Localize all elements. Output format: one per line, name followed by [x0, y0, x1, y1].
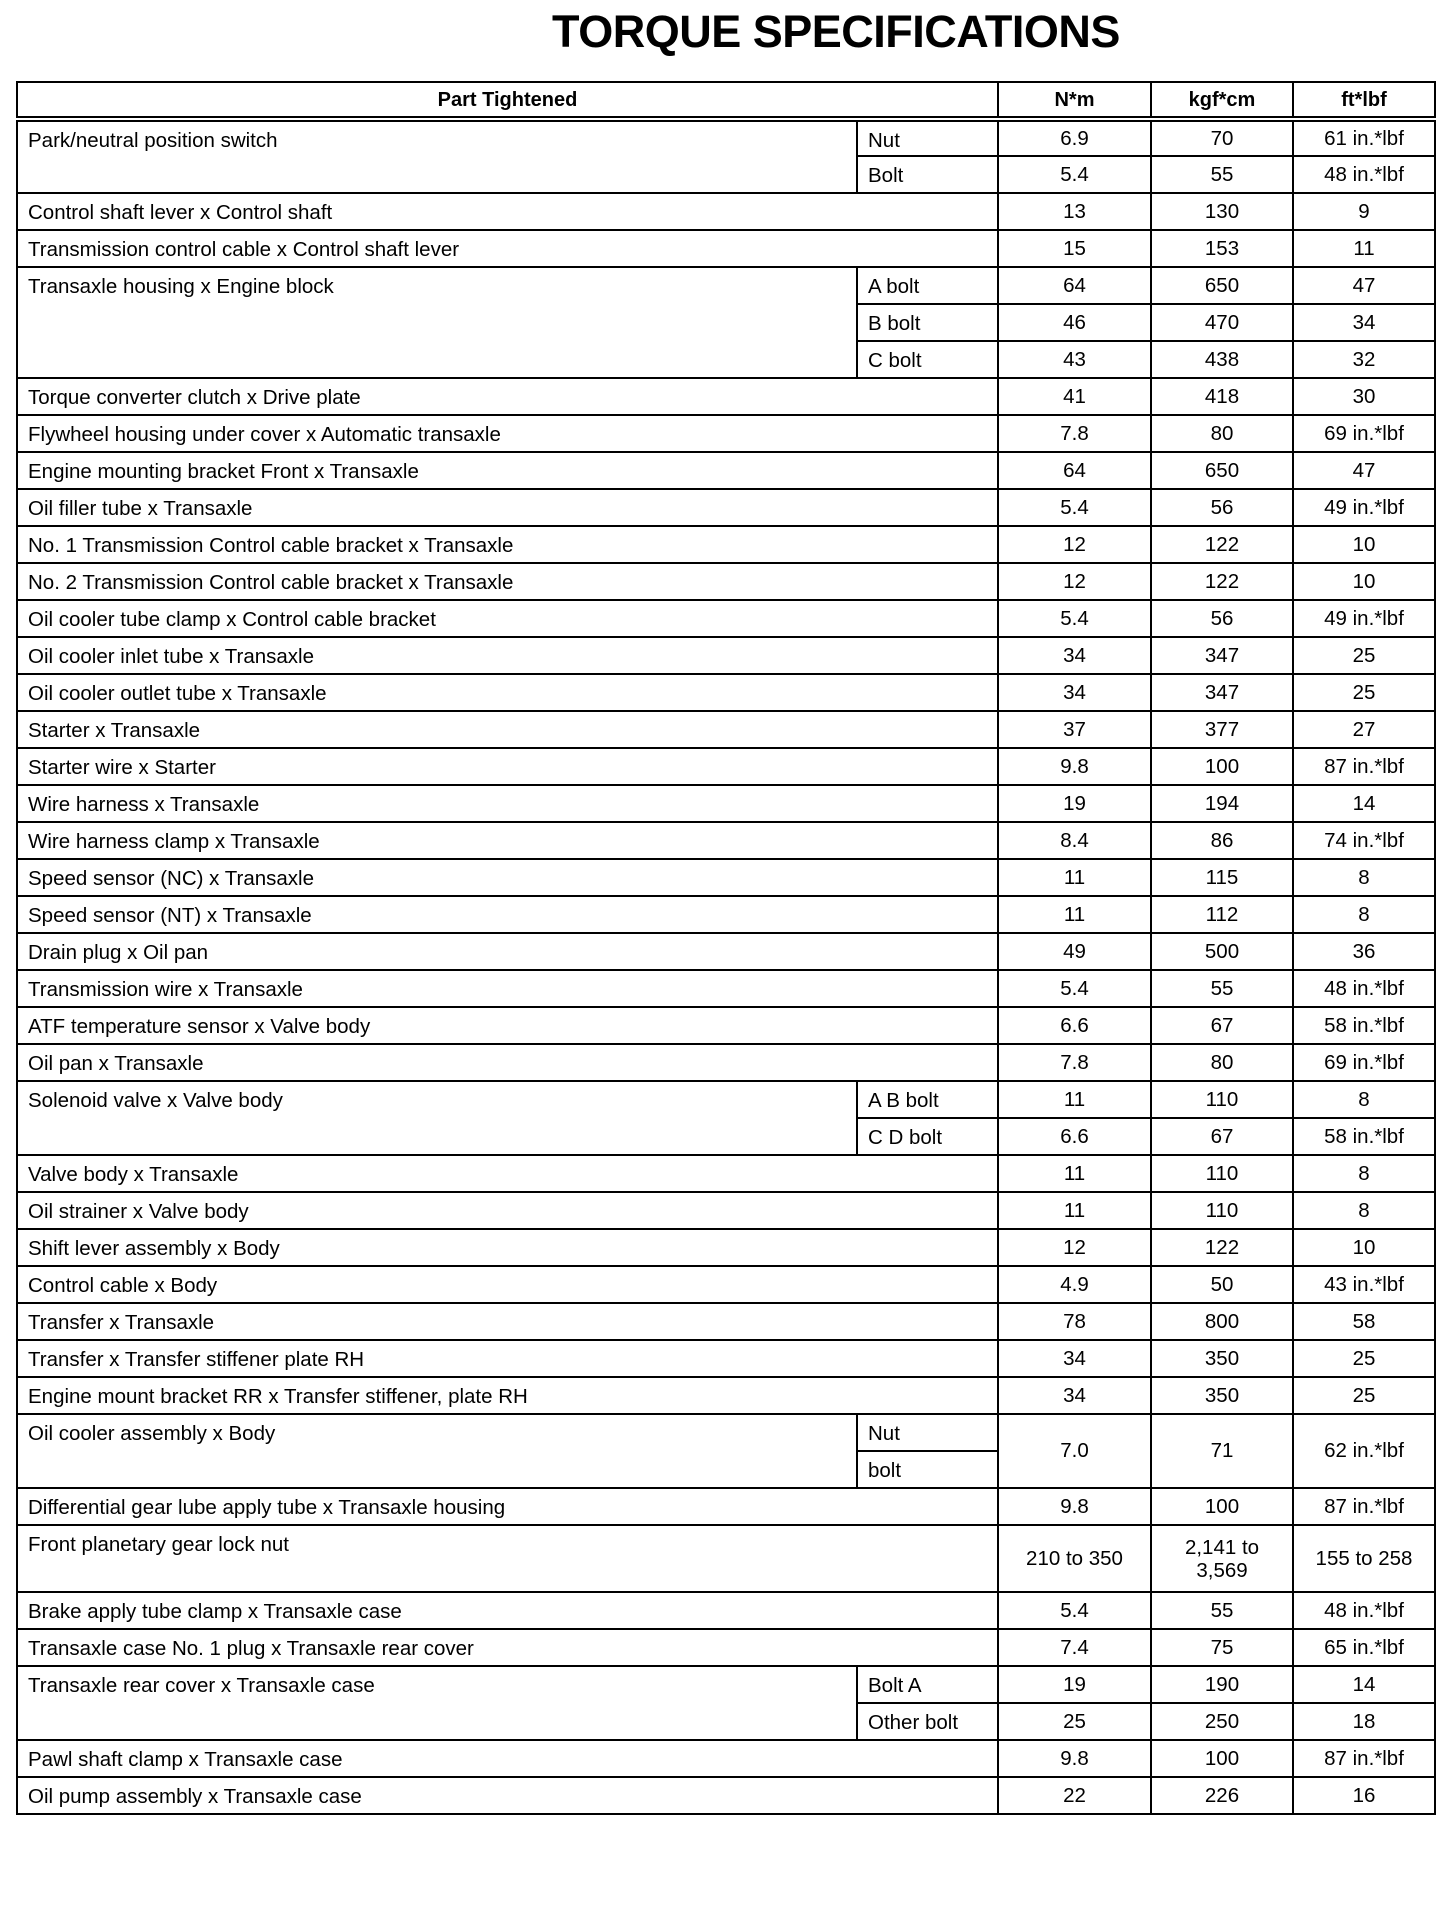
kgfcm-cell: 112: [1151, 896, 1293, 933]
header-ftlbf: ft*lbf: [1293, 82, 1435, 119]
ftlbf-cell: 155 to 258: [1293, 1525, 1435, 1592]
nm-cell: 6.6: [998, 1007, 1151, 1044]
ftlbf-cell: 8: [1293, 896, 1435, 933]
table-row: [17, 1592, 1435, 1629]
part-cell: Oil pan x Transaxle: [17, 1044, 998, 1081]
table-row: [17, 785, 1435, 822]
nm-cell: 7.4: [998, 1629, 1151, 1666]
ftlbf-cell: 69 in.*lbf: [1293, 1044, 1435, 1081]
kgfcm-cell: 350: [1151, 1377, 1293, 1414]
nm-cell: 34: [998, 637, 1151, 674]
ftlbf-cell: 43 in.*lbf: [1293, 1266, 1435, 1303]
kgfcm-cell: 80: [1151, 1044, 1293, 1081]
table-row: [17, 1414, 1435, 1451]
nm-cell: 7.8: [998, 415, 1151, 452]
part-cell: Valve body x Transaxle: [17, 1155, 998, 1192]
fastener-cell: Nut: [857, 1414, 998, 1451]
fastener-cell: C D bolt: [857, 1118, 998, 1155]
ftlbf-cell: 58: [1293, 1303, 1435, 1340]
kgfcm-cell: 75: [1151, 1629, 1293, 1666]
nm-cell: 11: [998, 896, 1151, 933]
nm-cell: 6.9: [998, 119, 1151, 156]
table-row: [17, 933, 1435, 970]
part-cell: Shift lever assembly x Body: [17, 1229, 998, 1266]
header-part-tightened: Part Tightened: [17, 82, 998, 119]
part-cell: Oil cooler tube clamp x Control cable bracket: [17, 600, 998, 637]
part-cell: Transfer x Transfer stiffener plate RH: [17, 1340, 998, 1377]
ftlbf-cell: 47: [1293, 267, 1435, 304]
table-row: [17, 489, 1435, 526]
nm-cell: 34: [998, 674, 1151, 711]
table-row: [17, 1666, 1435, 1703]
part-cell: Transaxle case No. 1 plug x Transaxle rear cover: [17, 1629, 998, 1666]
nm-cell: 8.4: [998, 822, 1151, 859]
nm-cell: 64: [998, 267, 1151, 304]
kgfcm-cell: 115: [1151, 859, 1293, 896]
fastener-cell: Nut: [857, 119, 998, 156]
fastener-cell: A bolt: [857, 267, 998, 304]
nm-cell: 6.6: [998, 1118, 1151, 1155]
table-row: [17, 378, 1435, 415]
kgfcm-cell: 650: [1151, 452, 1293, 489]
table-row: [17, 1192, 1435, 1229]
nm-cell: 9.8: [998, 748, 1151, 785]
nm-cell: 19: [998, 785, 1151, 822]
ftlbf-cell: 32: [1293, 341, 1435, 378]
table-row: [17, 711, 1435, 748]
ftlbf-cell: 48 in.*lbf: [1293, 1592, 1435, 1629]
nm-cell: 5.4: [998, 970, 1151, 1007]
nm-cell: 15: [998, 230, 1151, 267]
header-kgfcm: kgf*cm: [1151, 82, 1293, 119]
nm-cell: 43: [998, 341, 1151, 378]
kgfcm-cell: 110: [1151, 1081, 1293, 1118]
table-row: [17, 563, 1435, 600]
table-row: [17, 526, 1435, 563]
kgfcm-cell: 470: [1151, 304, 1293, 341]
ftlbf-cell: 58 in.*lbf: [1293, 1118, 1435, 1155]
ftlbf-cell: 25: [1293, 1377, 1435, 1414]
fastener-cell: Bolt: [857, 156, 998, 193]
kgfcm-cell: 122: [1151, 563, 1293, 600]
part-cell: Transmission wire x Transaxle: [17, 970, 998, 1007]
nm-cell: 12: [998, 563, 1151, 600]
part-cell: Differential gear lube apply tube x Transaxle housing: [17, 1488, 998, 1525]
fastener-cell: C bolt: [857, 341, 998, 378]
ftlbf-cell: 49 in.*lbf: [1293, 489, 1435, 526]
nm-cell: 13: [998, 193, 1151, 230]
kgfcm-cell: 153: [1151, 230, 1293, 267]
kgfcm-line-1: 2,141 to: [1184, 1535, 1260, 1559]
table-row: [17, 230, 1435, 267]
fastener-cell: Other bolt: [857, 1703, 998, 1740]
part-cell: Wire harness x Transaxle: [17, 785, 998, 822]
kgfcm-cell: 110: [1151, 1155, 1293, 1192]
table-row: [17, 1629, 1435, 1666]
kgfcm-cell: 226: [1151, 1777, 1293, 1814]
part-cell: Oil pump assembly x Transaxle case: [17, 1777, 998, 1814]
part-cell: Speed sensor (NC) x Transaxle: [17, 859, 998, 896]
fastener-cell: A B bolt: [857, 1081, 998, 1118]
kgfcm-cell: 70: [1151, 119, 1293, 156]
table-row: [17, 1777, 1435, 1814]
ftlbf-cell: 87 in.*lbf: [1293, 1740, 1435, 1777]
table-row: [17, 1377, 1435, 1414]
kgfcm-cell: 100: [1151, 1740, 1293, 1777]
part-cell: Transfer x Transaxle: [17, 1303, 998, 1340]
ftlbf-cell: 36: [1293, 933, 1435, 970]
table-row: [17, 1303, 1435, 1340]
table-row: [17, 896, 1435, 933]
ftlbf-cell: 8: [1293, 1155, 1435, 1192]
part-cell: Transmission control cable x Control shaft lever: [17, 230, 998, 267]
kgfcm-cell: 350: [1151, 1340, 1293, 1377]
kgfcm-cell: 71: [1151, 1414, 1293, 1488]
nm-cell: 5.4: [998, 156, 1151, 193]
kgfcm-cell: 110: [1151, 1192, 1293, 1229]
part-cell: Control shaft lever x Control shaft: [17, 193, 998, 230]
nm-cell: 9.8: [998, 1740, 1151, 1777]
table-row: [17, 748, 1435, 785]
ftlbf-cell: 61 in.*lbf: [1293, 119, 1435, 156]
table-row: [17, 119, 1435, 156]
part-cell: Oil cooler inlet tube x Transaxle: [17, 637, 998, 674]
nm-cell: 49: [998, 933, 1151, 970]
ftlbf-cell: 10: [1293, 563, 1435, 600]
part-cell: Wire harness clamp x Transaxle: [17, 822, 998, 859]
ftlbf-cell: 14: [1293, 1666, 1435, 1703]
part-cell: No. 2 Transmission Control cable bracket x Transaxle: [17, 563, 998, 600]
nm-cell: 46: [998, 304, 1151, 341]
kgfcm-cell: 80: [1151, 415, 1293, 452]
part-cell: Oil cooler outlet tube x Transaxle: [17, 674, 998, 711]
table-row: [17, 452, 1435, 489]
kgfcm-cell: 438: [1151, 341, 1293, 378]
ftlbf-cell: 30: [1293, 378, 1435, 415]
table-row: [17, 822, 1435, 859]
ftlbf-cell: 87 in.*lbf: [1293, 1488, 1435, 1525]
part-cell: Park/neutral position switch: [17, 119, 857, 193]
nm-cell: 64: [998, 452, 1151, 489]
part-cell: Transaxle housing x Engine block: [17, 267, 857, 378]
kgfcm-cell: 67: [1151, 1007, 1293, 1044]
nm-cell: 78: [998, 1303, 1151, 1340]
table-row: [17, 859, 1435, 896]
nm-cell: 12: [998, 526, 1151, 563]
part-cell: Flywheel housing under cover x Automatic transaxle: [17, 415, 998, 452]
table-row: [17, 1488, 1435, 1525]
ftlbf-cell: 87 in.*lbf: [1293, 748, 1435, 785]
kgfcm-cell: 50: [1151, 1266, 1293, 1303]
kgfcm-cell: 100: [1151, 748, 1293, 785]
ftlbf-cell: 69 in.*lbf: [1293, 415, 1435, 452]
kgfcm-cell: 190: [1151, 1666, 1293, 1703]
table-row: [17, 1229, 1435, 1266]
ftlbf-cell: 48 in.*lbf: [1293, 970, 1435, 1007]
ftlbf-cell: 25: [1293, 674, 1435, 711]
ftlbf-cell: 11: [1293, 230, 1435, 267]
nm-cell: 11: [998, 1081, 1151, 1118]
nm-cell: 34: [998, 1340, 1151, 1377]
nm-cell: 210 to 350: [998, 1525, 1151, 1592]
table-row: [17, 415, 1435, 452]
table-row: [17, 674, 1435, 711]
table-row: [17, 1340, 1435, 1377]
part-cell: Torque converter clutch x Drive plate: [17, 378, 998, 415]
kgfcm-cell: 100: [1151, 1488, 1293, 1525]
table-row: [17, 1155, 1435, 1192]
part-cell: Oil cooler assembly x Body: [17, 1414, 857, 1488]
nm-cell: 5.4: [998, 1592, 1151, 1629]
nm-cell: 9.8: [998, 1488, 1151, 1525]
nm-cell: 25: [998, 1703, 1151, 1740]
nm-cell: 19: [998, 1666, 1151, 1703]
table-row: [17, 1007, 1435, 1044]
nm-cell: 4.9: [998, 1266, 1151, 1303]
table-header-row: [17, 82, 1435, 119]
table-row: [17, 970, 1435, 1007]
ftlbf-cell: 8: [1293, 1192, 1435, 1229]
kgfcm-cell: 800: [1151, 1303, 1293, 1340]
ftlbf-cell: 74 in.*lbf: [1293, 822, 1435, 859]
part-cell: Brake apply tube clamp x Transaxle case: [17, 1592, 998, 1629]
part-cell: Front planetary gear lock nut: [17, 1525, 998, 1592]
kgfcm-cell: 56: [1151, 600, 1293, 637]
kgfcm-cell: 347: [1151, 637, 1293, 674]
table-row: [17, 1525, 1435, 1592]
part-cell: Starter wire x Starter: [17, 748, 998, 785]
nm-cell: 5.4: [998, 489, 1151, 526]
table-row: [17, 267, 1435, 304]
kgfcm-cell: 377: [1151, 711, 1293, 748]
part-cell: Pawl shaft clamp x Transaxle case: [17, 1740, 998, 1777]
kgfcm-cell: [1151, 1525, 1293, 1592]
nm-cell: 11: [998, 1192, 1151, 1229]
part-cell: Oil filler tube x Transaxle: [17, 489, 998, 526]
ftlbf-cell: 49 in.*lbf: [1293, 600, 1435, 637]
kgfcm-cell: 194: [1151, 785, 1293, 822]
part-cell: Control cable x Body: [17, 1266, 998, 1303]
part-cell: Starter x Transaxle: [17, 711, 998, 748]
ftlbf-cell: 48 in.*lbf: [1293, 156, 1435, 193]
ftlbf-cell: 58 in.*lbf: [1293, 1007, 1435, 1044]
kgfcm-cell: 130: [1151, 193, 1293, 230]
nm-cell: 22: [998, 1777, 1151, 1814]
part-cell: Oil strainer x Valve body: [17, 1192, 998, 1229]
header-nm: N*m: [998, 82, 1151, 119]
kgfcm-cell: 250: [1151, 1703, 1293, 1740]
table-row: [17, 637, 1435, 674]
ftlbf-cell: 62 in.*lbf: [1293, 1414, 1435, 1488]
part-cell: Transaxle rear cover x Transaxle case: [17, 1666, 857, 1740]
kgfcm-cell: 55: [1151, 156, 1293, 193]
kgfcm-cell: 67: [1151, 1118, 1293, 1155]
ftlbf-cell: 10: [1293, 526, 1435, 563]
ftlbf-cell: 34: [1293, 304, 1435, 341]
ftlbf-cell: 16: [1293, 1777, 1435, 1814]
ftlbf-cell: 27: [1293, 711, 1435, 748]
ftlbf-cell: 14: [1293, 785, 1435, 822]
nm-cell: 11: [998, 859, 1151, 896]
ftlbf-cell: 47: [1293, 452, 1435, 489]
nm-cell: 5.4: [998, 600, 1151, 637]
part-cell: Engine mount bracket RR x Transfer stiffener, plate RH: [17, 1377, 998, 1414]
nm-cell: 11: [998, 1155, 1151, 1192]
ftlbf-cell: 65 in.*lbf: [1293, 1629, 1435, 1666]
part-cell: Engine mounting bracket Front x Transaxle: [17, 452, 998, 489]
table-row: [17, 1740, 1435, 1777]
part-cell: Speed sensor (NT) x Transaxle: [17, 896, 998, 933]
ftlbf-cell: 18: [1293, 1703, 1435, 1740]
nm-cell: 7.0: [998, 1414, 1151, 1488]
part-cell: Solenoid valve x Valve body: [17, 1081, 857, 1155]
kgfcm-cell: 347: [1151, 674, 1293, 711]
ftlbf-cell: 25: [1293, 1340, 1435, 1377]
torque-spec-table: [16, 81, 1436, 1815]
part-cell: No. 1 Transmission Control cable bracket x Transaxle: [17, 526, 998, 563]
part-cell: Drain plug x Oil pan: [17, 933, 998, 970]
kgfcm-cell: 122: [1151, 1229, 1293, 1266]
kgfcm-cell: 500: [1151, 933, 1293, 970]
table-row: [17, 1044, 1435, 1081]
kgfcm-cell: 55: [1151, 1592, 1293, 1629]
kgfcm-cell: 122: [1151, 526, 1293, 563]
fastener-cell: Bolt A: [857, 1666, 998, 1703]
fastener-cell: bolt: [857, 1451, 998, 1488]
nm-cell: 34: [998, 1377, 1151, 1414]
nm-cell: 12: [998, 1229, 1151, 1266]
table-row: [17, 1081, 1435, 1118]
kgfcm-cell: 56: [1151, 489, 1293, 526]
nm-cell: 7.8: [998, 1044, 1151, 1081]
page-title: TORQUE SPECIFICATIONS: [552, 6, 1120, 57]
kgfcm-line-2: 3,569: [1196, 1558, 1248, 1582]
nm-cell: 41: [998, 378, 1151, 415]
ftlbf-cell: 8: [1293, 1081, 1435, 1118]
table-row: [17, 1266, 1435, 1303]
ftlbf-cell: 10: [1293, 1229, 1435, 1266]
table-row: [17, 600, 1435, 637]
ftlbf-cell: 8: [1293, 859, 1435, 896]
kgfcm-cell: 418: [1151, 378, 1293, 415]
ftlbf-cell: 25: [1293, 637, 1435, 674]
part-cell: ATF temperature sensor x Valve body: [17, 1007, 998, 1044]
fastener-cell: B bolt: [857, 304, 998, 341]
kgfcm-cell: 55: [1151, 970, 1293, 1007]
kgfcm-cell: 86: [1151, 822, 1293, 859]
nm-cell: 37: [998, 711, 1151, 748]
ftlbf-cell: 9: [1293, 193, 1435, 230]
table-row: [17, 193, 1435, 230]
kgfcm-cell: 650: [1151, 267, 1293, 304]
